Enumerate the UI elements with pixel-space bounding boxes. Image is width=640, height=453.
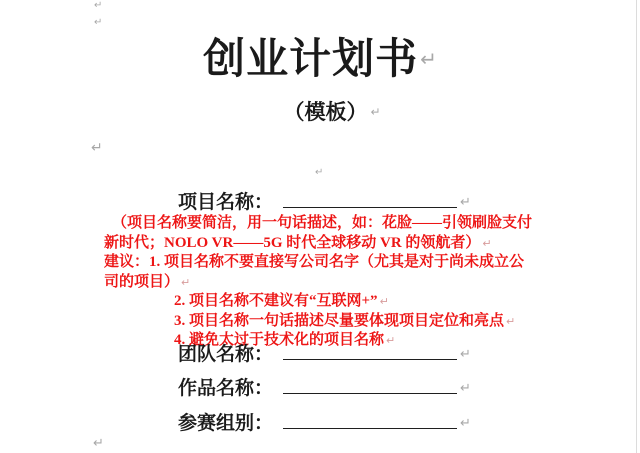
document-subtitle[interactable]: （模板） <box>283 100 368 124</box>
document-title[interactable]: 创业计划书 <box>203 37 419 83</box>
competition-group-label: 参赛组别： <box>178 413 274 434</box>
form-row-competition-group <box>178 408 471 436</box>
note-text: 新时代；NOLO VR——5G 时代全球移动 VR 的领航者） <box>104 234 481 251</box>
work-name-blank-field[interactable] <box>283 373 457 394</box>
team-name-blank-field[interactable] <box>283 339 457 360</box>
note-text: 2. 项目名称不建议有“互联网+” <box>174 293 378 309</box>
note-text: 司的项目） <box>104 273 180 290</box>
paragraph-mark-icon: ↵ <box>181 275 191 289</box>
project-name-blank-field[interactable] <box>283 187 457 208</box>
paragraph-mark-icon: ↵ <box>460 381 471 396</box>
paragraph-mark-icon: ↵ <box>315 167 324 178</box>
form-row-team-name <box>178 339 471 367</box>
note-text: （项目名称要简洁，用一句话描述，如：花脸——引领刷脸支付 <box>112 215 533 231</box>
note-line[interactable] <box>104 214 564 234</box>
project-name-label: 项目名称： <box>178 192 274 213</box>
note-text: 3. 项目名称一句话描述尽量要体现项目定位和亮点 <box>174 312 505 329</box>
note-line[interactable] <box>104 312 564 332</box>
team-name-label: 团队名称： <box>178 344 274 365</box>
note-text: 建议：1. 项目名称不要直接写公司名字（尤其是对于尚未成立公 <box>104 254 525 270</box>
note-line[interactable] <box>104 292 564 312</box>
document-title-line[interactable] <box>0 33 640 86</box>
notes-block <box>104 214 564 351</box>
note-line[interactable] <box>104 234 564 254</box>
paragraph-mark-icon: ↵ <box>94 17 103 28</box>
paragraph-mark-icon: ↵ <box>420 47 437 71</box>
work-name-label: 作品名称： <box>178 378 274 399</box>
paragraph-mark-icon: ↵ <box>460 347 471 362</box>
note-line[interactable] <box>104 273 564 293</box>
paragraph-mark-icon: ↵ <box>94 0 103 11</box>
competition-group-blank-field[interactable] <box>283 408 457 429</box>
paragraph-mark-icon: ↵ <box>93 436 104 451</box>
page-edge-divider <box>636 0 637 453</box>
paragraph-mark-icon: ↵ <box>460 195 471 210</box>
paragraph-mark-icon: ↵ <box>460 416 471 431</box>
paragraph-mark-icon: ↵ <box>482 236 492 250</box>
paragraph-mark-icon: ↵ <box>386 334 396 347</box>
document-subtitle-line[interactable] <box>0 97 640 127</box>
paragraph-mark-icon: ↵ <box>370 105 381 119</box>
form-row-work-name <box>178 373 471 401</box>
paragraph-mark-icon: ↵ <box>506 314 516 328</box>
note-text: 4. 避免太过于技术化的项目名称 <box>174 332 385 348</box>
form-row-project-name <box>178 187 471 215</box>
paragraph-mark-icon: ↵ <box>91 140 103 156</box>
paragraph-mark-icon: ↵ <box>379 295 389 308</box>
note-line[interactable] <box>104 253 564 273</box>
